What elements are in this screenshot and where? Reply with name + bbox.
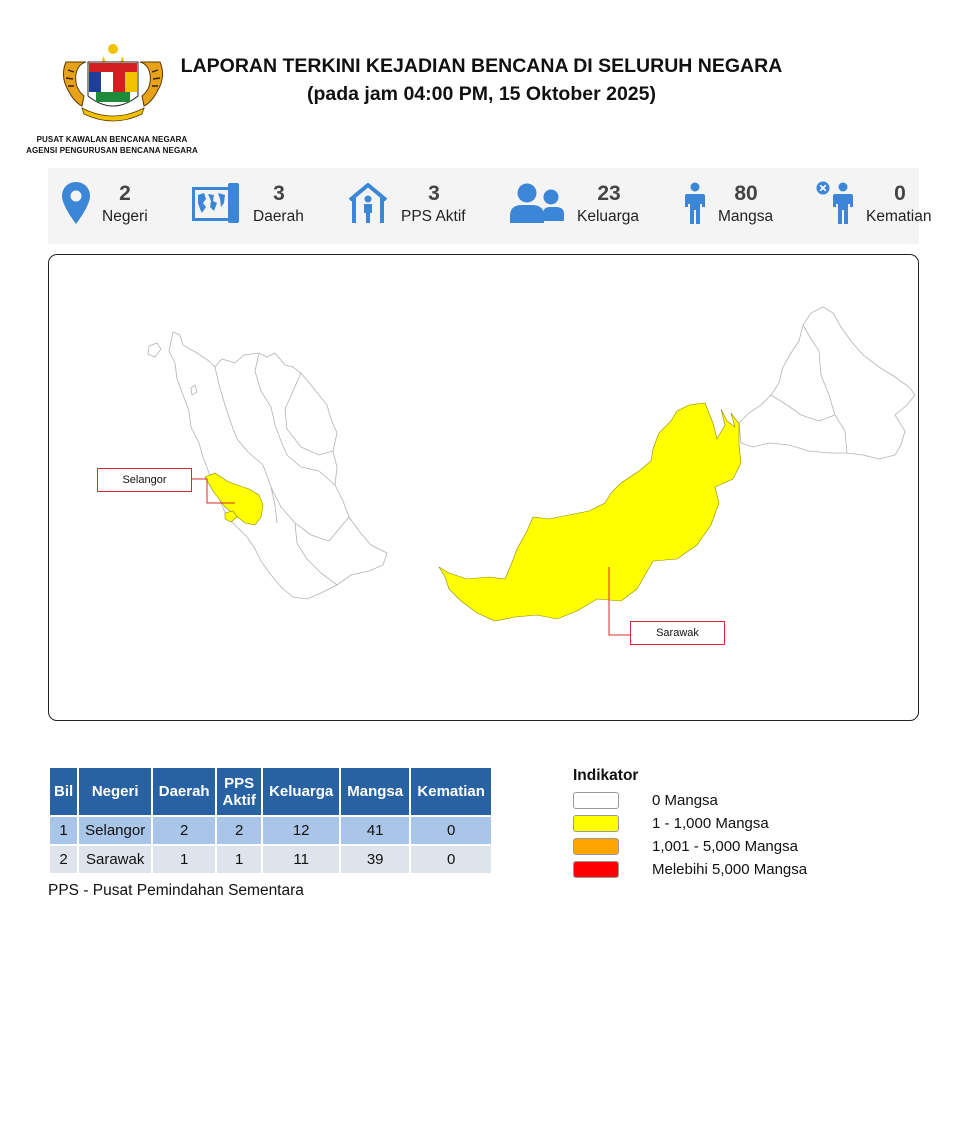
sarawak-region	[439, 403, 741, 621]
stat-daerah-label: Daerah	[253, 208, 304, 225]
cell-bil: 2	[50, 846, 77, 873]
cell-negeri: Selangor	[79, 817, 151, 844]
stat-keluarga-label: Keluarga	[577, 208, 640, 225]
cell-daerah: 2	[153, 817, 215, 844]
agency-name-line2: AGENSI PENGURUSAN BENCANA NEGARA	[26, 146, 198, 155]
district-map-icon	[192, 183, 240, 223]
location-pin-icon	[62, 182, 90, 224]
legend-swatch	[573, 815, 619, 832]
col-negeri: Negeri	[79, 768, 151, 815]
cell-keluarga: 11	[263, 846, 339, 873]
legend-label: 0 Mangsa	[652, 792, 718, 809]
person-icon	[684, 182, 706, 224]
table-header-row	[50, 768, 491, 815]
peninsular-malaysia	[169, 332, 387, 599]
legend-swatch	[573, 838, 619, 855]
family-icon	[510, 183, 564, 223]
col-bil: Bil	[50, 768, 77, 815]
cell-kematian: 0	[411, 846, 491, 873]
stat-daerah-value: 3	[273, 182, 285, 205]
stat-pps-value: 3	[428, 182, 440, 205]
legend-label: 1 - 1,000 Mangsa	[652, 815, 769, 832]
stat-pps-label: PPS Aktif	[401, 208, 466, 225]
stat-keluarga-value: 23	[597, 182, 621, 205]
cell-pps-aktif: 1	[217, 846, 261, 873]
table-footnote: PPS - Pusat Pemindahan Sementara	[48, 882, 304, 899]
shelter-icon	[347, 182, 389, 224]
legend-swatch	[573, 792, 619, 809]
table-row	[50, 846, 491, 873]
page-title: LAPORAN TERKINI KEJADIAN BENCANA DI SELURUH NEGARA	[180, 55, 783, 77]
legend-swatch	[573, 861, 619, 878]
cell-negeri: Sarawak	[79, 846, 151, 873]
col-kematian: Kematian	[411, 768, 491, 815]
cell-pps-aktif: 2	[217, 817, 261, 844]
report-timestamp: (pada jam 04:00 PM, 15 Oktober 2025)	[307, 83, 656, 105]
cell-bil: 1	[50, 817, 77, 844]
sabah	[739, 307, 915, 459]
cell-mangsa: 41	[341, 817, 409, 844]
cell-keluarga: 12	[263, 817, 339, 844]
cell-daerah: 1	[153, 846, 215, 873]
disaster-map	[48, 254, 919, 721]
cell-kematian: 0	[411, 817, 491, 844]
affected-states-table	[48, 766, 493, 875]
col-daerah: Daerah	[153, 768, 215, 815]
stat-negeri-value: 2	[119, 182, 131, 205]
legend-title: Indikator	[573, 767, 639, 784]
cell-mangsa: 39	[341, 846, 409, 873]
stat-negeri-label: Negeri	[102, 208, 148, 225]
stat-mangsa-label: Mangsa	[718, 208, 774, 225]
table-row	[50, 817, 491, 844]
col-pps-aktif: PPS Aktif	[217, 768, 261, 815]
legend-label: Melebihi 5,000 Mangsa	[652, 861, 808, 878]
col-mangsa: Mangsa	[341, 768, 409, 815]
callout-sarawak: Sarawak	[630, 621, 725, 645]
stat-kematian-value: 0	[894, 182, 906, 205]
callout-selangor: Selangor	[97, 468, 192, 492]
summary-stats-bar	[48, 168, 932, 244]
stat-kematian-label: Kematian	[866, 208, 932, 225]
legend-label: 1,001 - 5,000 Mangsa	[652, 838, 798, 855]
agency-name-line1: PUSAT KAWALAN BENCANA NEGARA	[36, 135, 188, 144]
death-icon	[816, 181, 854, 224]
stat-mangsa-value: 80	[734, 182, 758, 205]
col-keluarga: Keluarga	[263, 768, 339, 815]
